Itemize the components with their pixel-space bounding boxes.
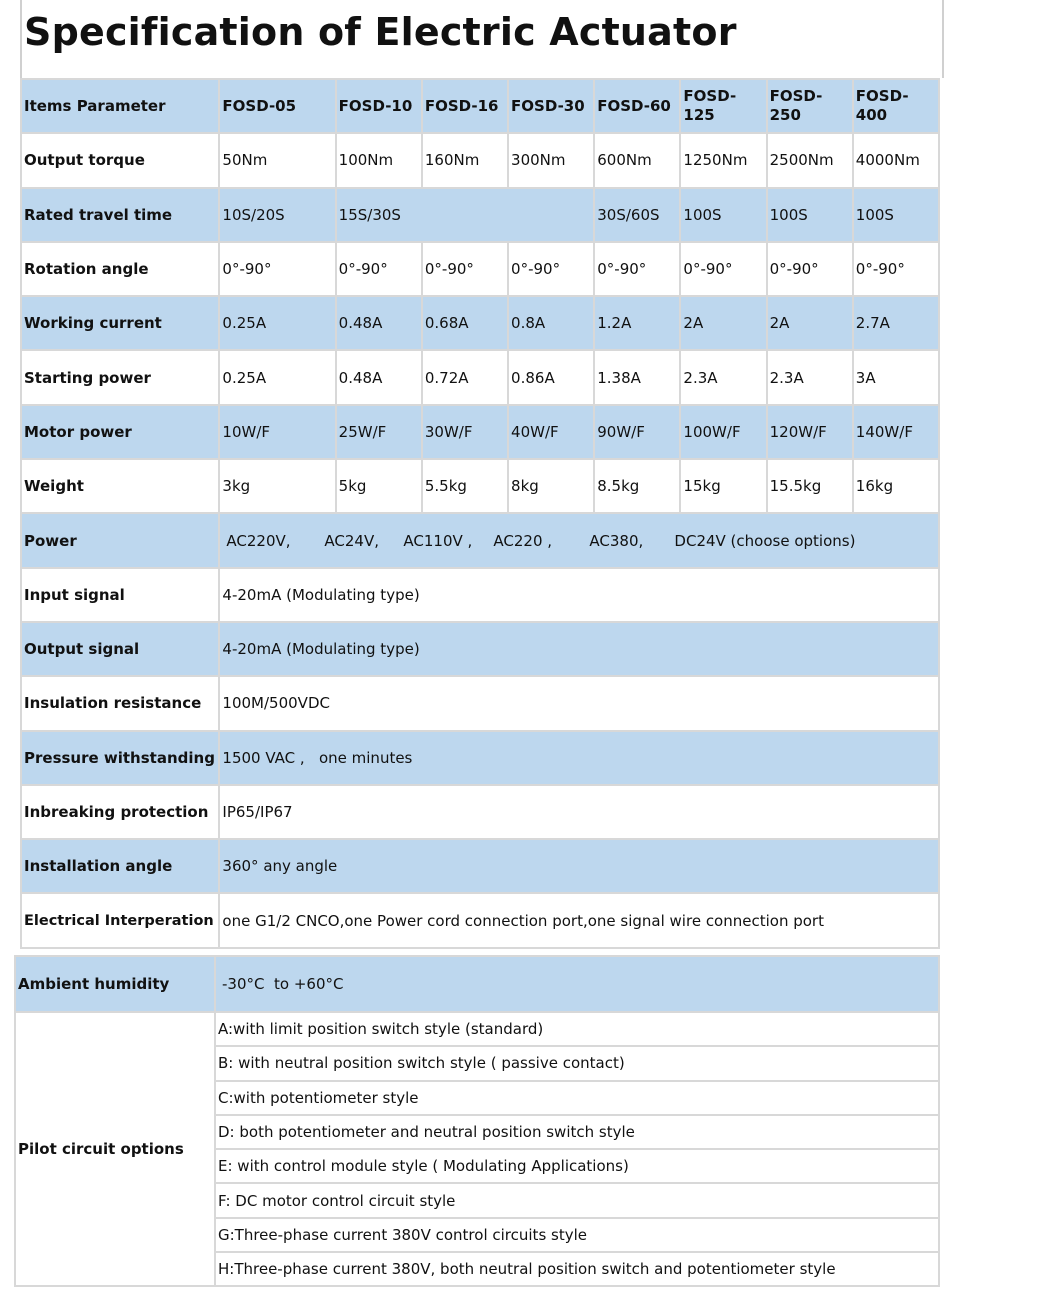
row-label: Output torque — [21, 133, 219, 187]
row-label: Installation angle — [21, 839, 219, 893]
table-cell: 2A — [767, 296, 853, 350]
table-cell: IP65/IP67 — [219, 785, 939, 839]
row-label: Pressure withstanding — [21, 731, 219, 785]
table-row — [15, 956, 939, 1012]
row-label: Electrical Interperation — [21, 893, 219, 947]
power-option: AC110V , — [403, 531, 473, 550]
header-cell: FOSD-60 — [594, 79, 680, 133]
table-cell: 30W/F — [422, 405, 508, 459]
row-label: Motor power — [21, 405, 219, 459]
header-cell: FOSD-16 — [422, 79, 508, 133]
pilot-option: D: both potentiometer and neutral position switch style — [215, 1115, 939, 1149]
table-cell: 0.68A — [422, 296, 508, 350]
table-row — [21, 785, 939, 839]
pilot-option: B: with neutral position switch style ( passive contact) — [215, 1046, 939, 1080]
table-cell: 100Nm — [336, 133, 422, 187]
table-cell: 5kg — [336, 459, 422, 513]
spec-table — [20, 78, 940, 949]
table-cell: 0°-90° — [336, 242, 422, 296]
table-row — [15, 1012, 939, 1046]
table-cell: 0°-90° — [508, 242, 594, 296]
header-cell — [767, 79, 853, 133]
header-row — [21, 79, 939, 133]
table-cell: 10S/20S — [219, 188, 335, 242]
table-cell: 8.5kg — [594, 459, 680, 513]
table-cell: 2500Nm — [767, 133, 853, 187]
table-cell: 360° any angle — [219, 839, 939, 893]
table-row — [21, 893, 939, 947]
table-cell: 100W/F — [680, 405, 766, 459]
table-row — [21, 568, 939, 622]
row-label: Insulation resistance — [21, 676, 219, 730]
row-label: Working current — [21, 296, 219, 350]
table-cell: 100S — [680, 188, 766, 242]
table-cell: -30°C to +60°C — [215, 956, 939, 1012]
table-cell: 25W/F — [336, 405, 422, 459]
table-cell: 0°-90° — [767, 242, 853, 296]
table-row — [21, 839, 939, 893]
table-row — [21, 513, 939, 567]
table-cell: 40W/F — [508, 405, 594, 459]
table-cell: 1.2A — [594, 296, 680, 350]
row-label: Ambient humidity — [15, 956, 215, 1012]
table-cell: 4000Nm — [853, 133, 939, 187]
header-cell-line: FOSD- — [683, 87, 737, 106]
power-option: DC24V (choose options) — [674, 531, 856, 550]
table-cell: 10W/F — [219, 405, 335, 459]
table-cell: 0°-90° — [853, 242, 939, 296]
spec-table-lower — [14, 955, 940, 1287]
power-option: AC24V, — [324, 531, 380, 550]
header-cell: FOSD-10 — [336, 79, 422, 133]
row-label: Pilot circuit options — [15, 1012, 215, 1286]
table-cell: 8kg — [508, 459, 594, 513]
header-cell-line: 400 — [855, 106, 888, 125]
table-cell: 140W/F — [853, 405, 939, 459]
table-cell: 90W/F — [594, 405, 680, 459]
table-cell: one G1/2 CNCO,one Power cord connection port,one signal wire connection port — [219, 893, 939, 947]
header-cell: FOSD-05 — [219, 79, 335, 133]
table-cell: 0°-90° — [422, 242, 508, 296]
table-cell: 600Nm — [594, 133, 680, 187]
table-cell: 1250Nm — [680, 133, 766, 187]
table-cell: 3kg — [219, 459, 335, 513]
row-label: Power — [21, 513, 219, 567]
table-row — [21, 405, 939, 459]
table-cell: 15kg — [680, 459, 766, 513]
table-cell: 50Nm — [219, 133, 335, 187]
table-cell: 3A — [853, 350, 939, 404]
power-option: AC220V, — [226, 531, 291, 550]
row-label: Output signal — [21, 622, 219, 676]
table-cell: 2A — [680, 296, 766, 350]
table-cell: 300Nm — [508, 133, 594, 187]
table-cell: 16kg — [853, 459, 939, 513]
page-title: Specification of Electric Actuator — [24, 10, 737, 54]
table-cell: 0.72A — [422, 350, 508, 404]
table-cell: 1.38A — [594, 350, 680, 404]
table-row — [21, 676, 939, 730]
table-cell: 1500 VAC , one minutes — [219, 731, 939, 785]
pilot-option: G:Three-phase current 380V control circuits style — [215, 1218, 939, 1252]
table-cell: 0°-90° — [594, 242, 680, 296]
row-label: Starting power — [21, 350, 219, 404]
pilot-option: C:with potentiometer style — [215, 1081, 939, 1115]
header-cell: FOSD-30 — [508, 79, 594, 133]
power-option: AC220 , — [493, 531, 553, 550]
table-cell: 0°-90° — [680, 242, 766, 296]
header-cell — [853, 79, 939, 133]
table-cell: 100M/500VDC — [219, 676, 939, 730]
table-cell: 120W/F — [767, 405, 853, 459]
table-row — [21, 622, 939, 676]
title-area — [20, 0, 944, 78]
table-cell: 15.5kg — [767, 459, 853, 513]
table-cell: 0.86A — [508, 350, 594, 404]
row-label: Rotation angle — [21, 242, 219, 296]
row-label: Rated travel time — [21, 188, 219, 242]
table-cell: 2.3A — [767, 350, 853, 404]
table-cell: 0.48A — [336, 350, 422, 404]
power-option: AC380, — [589, 531, 644, 550]
table-row — [21, 731, 939, 785]
table-row — [21, 188, 939, 242]
table-cell: 30S/60S — [594, 188, 680, 242]
table-cell: 0.8A — [508, 296, 594, 350]
table-cell: 4-20mA (Modulating type) — [219, 568, 939, 622]
table-cell: 5.5kg — [422, 459, 508, 513]
pilot-option: A:with limit position switch style (standard) — [215, 1012, 939, 1046]
table-row — [21, 133, 939, 187]
table-cell: 0°-90° — [219, 242, 335, 296]
table-row — [21, 459, 939, 513]
table-cell: 100S — [853, 188, 939, 242]
table-row — [21, 242, 939, 296]
pilot-option: H:Three-phase current 380V, both neutral position switch and potentiometer style — [215, 1252, 939, 1286]
table-cell: 0.25A — [219, 350, 335, 404]
row-label: Inbreaking protection — [21, 785, 219, 839]
table-cell: 2.3A — [680, 350, 766, 404]
row-label: Weight — [21, 459, 219, 513]
power-options-cell — [219, 513, 939, 567]
table-cell: 100S — [767, 188, 853, 242]
header-cell-line: 125 — [683, 106, 715, 125]
pilot-option: E: with control module style ( Modulating Applications) — [215, 1149, 939, 1183]
header-cell-line: FOSD- — [855, 87, 909, 106]
table-cell: 0.48A — [336, 296, 422, 350]
table-row — [21, 350, 939, 404]
header-cell: Items Parameter — [21, 79, 219, 133]
table-cell: 0.25A — [219, 296, 335, 350]
pilot-option: F: DC motor control circuit style — [215, 1183, 939, 1217]
header-cell-line: FOSD- — [769, 87, 823, 106]
table-cell: 2.7A — [853, 296, 939, 350]
header-cell-line: 250 — [769, 106, 801, 125]
table-cell: 4-20mA (Modulating type) — [219, 622, 939, 676]
table-cell: 15S/30S — [336, 188, 595, 242]
row-label: Input signal — [21, 568, 219, 622]
header-cell — [680, 79, 766, 133]
table-row — [21, 296, 939, 350]
table-cell: 160Nm — [422, 133, 508, 187]
